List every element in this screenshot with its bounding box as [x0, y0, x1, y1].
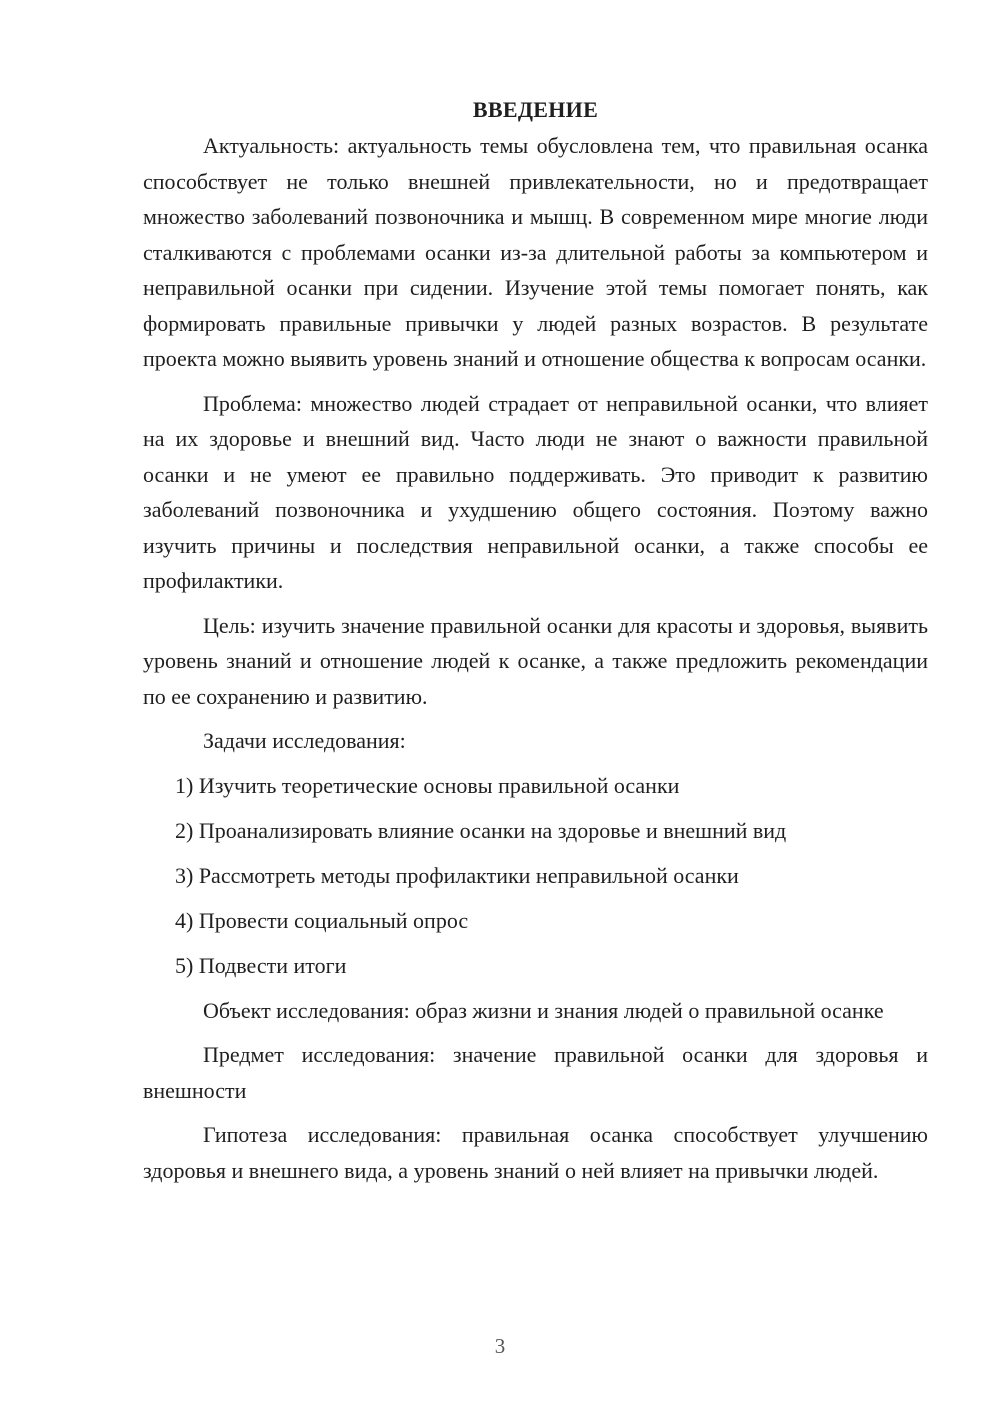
list-item: 1) Изучить теоретические основы правильной осанки — [175, 772, 680, 798]
paragraph-subject: Предмет исследования: значение правильной осанки для здоровья и внешности — [143, 1042, 928, 1103]
page-title: ВВЕДЕНИЕ — [472, 97, 599, 122]
list-item: 4) Провести социальный опрос — [175, 907, 469, 933]
list-item: 5) Подвести итоги — [175, 952, 347, 978]
tasks-list — [143, 768, 928, 984]
paragraph-object: Объект исследования: образ жизни и знания людей о правильной осанке — [203, 997, 884, 1023]
list-item: 2) Проанализировать влияние осанки на здоровье и внешний вид — [175, 817, 787, 843]
paragraph-hypothesis: Гипотеза исследования: правильная осанка способствует улучшению здоровья и внешнего вида, а уровень знаний о ней влияет на привычки людей. — [143, 1122, 928, 1183]
paragraph-goal: Цель: изучить значение правильной осанки для красоты и здоровья, выявить уровень знаний и отношение людей к осанке, а также предложить рекомендации по ее сохранению и развитию. — [143, 612, 928, 709]
list-item: 3) Рассмотреть методы профилактики неправильной осанки — [175, 862, 739, 888]
tasks-heading: Задачи исследования: — [203, 728, 406, 753]
page-number: 3 — [494, 1334, 506, 1358]
paragraph-problem: Проблема: множество людей страдает от неправильной осанки, что влияет на их здоровье и внешний вид. Часто люди не знают о важности правильной осанки и не умеют ее правильно поддерживать. Это приводит к развитию заболеваний позвоночника и ухудшению общего состояния. Поэтому важно изучить причины и последствия неправильной осанки, а также способы ее профилактики. — [143, 390, 928, 593]
paragraph-relevance: Актуальность: актуальность темы обусловлена тем, что правильная осанка способствует не только внешней привлекательности, но и предотвращает множество заболеваний позвоночника и мышц. В современном мире многие люди сталкиваются с проблемами осанки из-за длительной работы за компьютером и неправильной осанки при сидении. Изучение этой темы помогает понять, как формировать правильные привычки у людей разных возрастов. В результате проекта можно выявить уровень знаний и отношение общества к вопросам осанки. — [143, 133, 928, 371]
document-page — [143, 92, 928, 1197]
